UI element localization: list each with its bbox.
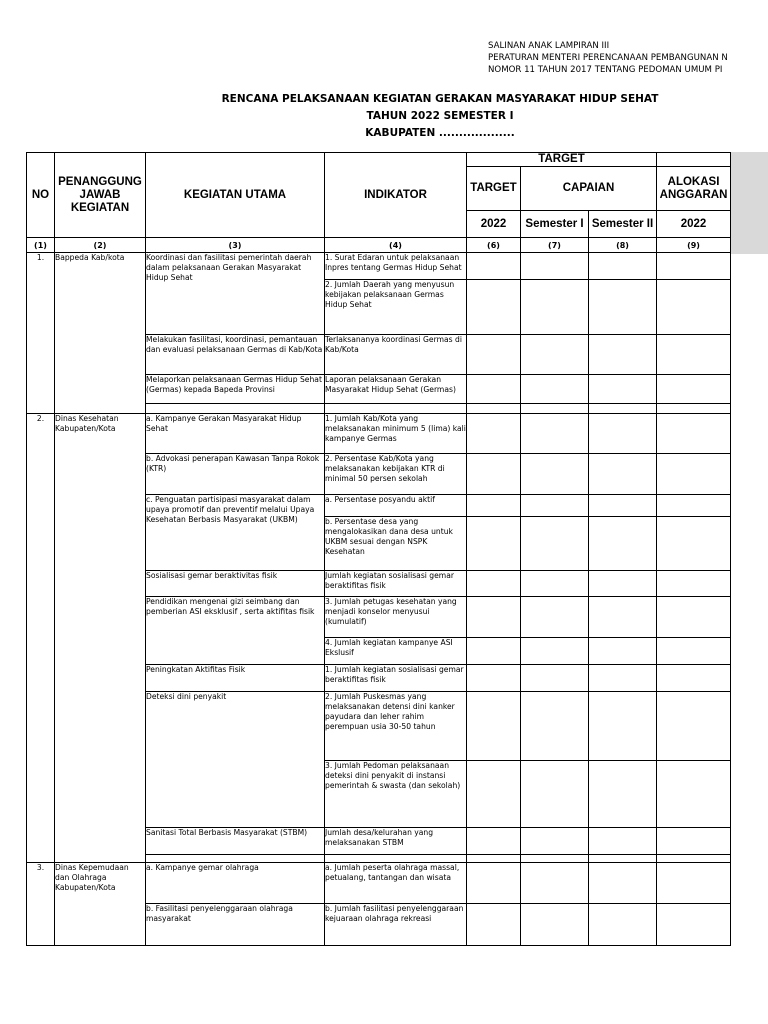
row-kegiatan: b. Fasilitasi penyelenggaraan olahraga masyarakat: [146, 904, 325, 946]
row-no: 2.: [27, 414, 55, 863]
cell-target: [467, 375, 521, 404]
cell-semester-2: [589, 761, 657, 828]
col-number: (2): [55, 238, 146, 253]
cell-alokasi: [657, 863, 731, 904]
col-number: (7): [521, 238, 589, 253]
col-number: (3): [146, 238, 325, 253]
cell-semester-1: [521, 375, 589, 404]
cell-alokasi: [657, 280, 731, 335]
row-indikator: a. Jumlah peserta olahraga massal, petualang, tantangan dan wisata: [325, 863, 467, 904]
cell-target: [467, 665, 521, 692]
row-indikator: 4. Jumlah kegiatan kampanye ASI Ekslusif: [325, 638, 467, 665]
row-indikator: 1. Jumlah Kab/Kota yang melaksanakan minimum 5 (lima) kali kampanye Germas: [325, 414, 467, 454]
header-penanggung-jawab: PENANGGUNG JAWAB KEGIATAN: [55, 153, 146, 238]
cell-target: [467, 828, 521, 855]
row-kegiatan: Peningkatan Aktifitas Fisik: [146, 665, 325, 692]
cell-semester-2: [589, 904, 657, 946]
row-kegiatan: Sanitasi Total Berbasis Masyarakat (STBM): [146, 828, 325, 855]
cell-semester-2: [589, 375, 657, 404]
cell-semester-2: [589, 517, 657, 571]
cell-target: [467, 571, 521, 597]
header-year-alokasi: 2022: [657, 211, 731, 238]
cell-alokasi: [657, 253, 731, 280]
cell-semester-2: [589, 495, 657, 517]
row-no: 3.: [27, 863, 55, 946]
cell-alokasi: [657, 828, 731, 855]
document-subtitle: TAHUN 2022 SEMESTER I: [366, 110, 514, 122]
cell-target: [467, 335, 521, 375]
cell-target: [467, 253, 521, 280]
row-indikator: a. Persentase posyandu aktif: [325, 495, 467, 517]
row-indikator: 1. Surat Edaran untuk pelaksanaan Inpres tentang Germas Hidup Sehat: [325, 253, 467, 280]
table-row: [27, 863, 731, 904]
col-number: (1): [27, 238, 55, 253]
row-kegiatan: c. Penguatan partisipasi masyarakat dalam upaya promotif dan preventif melalui Upaya Kesehatan Berbasis Masyarakat (UKBM): [146, 495, 325, 571]
cell-semester-2: [589, 692, 657, 761]
row-penanggung-jawab: Dinas Kesehatan Kabupaten/Kota: [55, 414, 146, 863]
cell-alokasi: [657, 692, 731, 761]
header-alokasi-anggaran: ALOKASI ANGGARAN: [657, 167, 731, 211]
spacer-cell: [146, 404, 325, 414]
rencana-table: [26, 152, 731, 946]
row-indikator: Laporan pelaksanaan Gerakan Masyarakat Hidup Sehat (Germas): [325, 375, 467, 404]
cell-semester-2: [589, 280, 657, 335]
right-margin-shade: [730, 152, 768, 254]
row-penanggung-jawab: Dinas Kepemudaan dan Olahraga Kabupaten/Kota: [55, 863, 146, 946]
cell-target: [467, 863, 521, 904]
document-kabupaten: KABUPATEN ...................: [365, 127, 515, 139]
header-capaian: CAPAIAN: [521, 167, 657, 211]
header-line: NOMOR 11 TAHUN 2017 TENTANG PEDOMAN UMUM PI: [488, 65, 723, 75]
spacer-cell: [146, 855, 325, 863]
cell-target: [467, 638, 521, 665]
header-kegiatan-utama: KEGIATAN UTAMA: [146, 153, 325, 238]
cell-semester-2: [589, 454, 657, 495]
row-kegiatan: Melakukan fasilitasi, koordinasi, pemantauan dan evaluasi pelaksanaan Germas di Kab/Kota: [146, 335, 325, 375]
spacer-cell: [325, 855, 467, 863]
row-indikator: Jumlah desa/kelurahan yang melaksanakan STBM: [325, 828, 467, 855]
cell-alokasi: [657, 375, 731, 404]
row-indikator: Terlaksananya koordinasi Germas di Kab/Kota: [325, 335, 467, 375]
row-indikator: 1. Jumlah kegiatan sosialisasi gemar beraktifitas fisik: [325, 665, 467, 692]
col-number: (8): [589, 238, 657, 253]
header-line: SALINAN ANAK LAMPIRAN III: [488, 41, 610, 51]
cell-target: [467, 761, 521, 828]
cell-target: [467, 495, 521, 517]
table-row: [27, 414, 731, 454]
cell-semester-2: [589, 404, 657, 414]
table-row: [27, 253, 731, 280]
row-indikator: b. Jumlah fasilitasi penyelenggaraan kejuaraan olahraga rekreasi: [325, 904, 467, 946]
spacer-cell: [325, 404, 467, 414]
row-kegiatan: Pendidikan mengenai gizi seimbang dan pemberian ASI eksklusif , serta aktifitas fisik: [146, 597, 325, 665]
header-indikator: INDIKATOR: [325, 153, 467, 238]
header-target: TARGET: [467, 167, 521, 211]
header-target-group: TARGET: [467, 153, 657, 167]
row-kegiatan: Deteksi dini penyakit: [146, 692, 325, 828]
row-indikator: 3. Jumlah Pedoman pelaksanaan deteksi dini penyakit di instansi pemerintah & swasta (dan sekolah): [325, 761, 467, 828]
col-number: (6): [467, 238, 521, 253]
cell-alokasi: [657, 761, 731, 828]
cell-semester-1: [521, 904, 589, 946]
cell-target: [467, 517, 521, 571]
cell-alokasi: [657, 597, 731, 638]
col-number: (9): [657, 238, 731, 253]
cell-alokasi: [657, 571, 731, 597]
col-number: (4): [325, 238, 467, 253]
cell-semester-1: [521, 665, 589, 692]
row-indikator: 2. Jumlah Daerah yang menyusun kebijakan pelaksanaan Germas Hidup Sehat: [325, 280, 467, 335]
cell-semester-2: [589, 571, 657, 597]
document-header: [488, 40, 768, 76]
cell-semester-1: [521, 454, 589, 495]
cell-semester-2: [589, 597, 657, 638]
cell-semester-1: [521, 855, 589, 863]
cell-semester-1: [521, 335, 589, 375]
row-kegiatan: b. Advokasi penerapan Kawasan Tanpa Rokok (KTR): [146, 454, 325, 495]
cell-semester-1: [521, 828, 589, 855]
cell-semester-2: [589, 253, 657, 280]
cell-target: [467, 280, 521, 335]
cell-alokasi: [657, 855, 731, 863]
cell-semester-1: [521, 404, 589, 414]
cell-alokasi: [657, 454, 731, 495]
row-kegiatan: Sosialisasi gemar beraktivitas fisik: [146, 571, 325, 597]
header-year-target: 2022: [467, 211, 521, 238]
cell-semester-2: [589, 335, 657, 375]
cell-semester-1: [521, 597, 589, 638]
row-indikator: 2. Jumlah Puskesmas yang melaksanakan detensi dini kanker payudara dan leher rahim perempuan usia 30-50 tahun: [325, 692, 467, 761]
cell-semester-1: [521, 571, 589, 597]
cell-semester-2: [589, 665, 657, 692]
cell-semester-2: [589, 414, 657, 454]
row-indikator: 3. Jumlah petugas kesehatan yang menjadi konselor menyusui (kumulatif): [325, 597, 467, 638]
cell-alokasi: [657, 495, 731, 517]
cell-semester-2: [589, 863, 657, 904]
cell-semester-1: [521, 863, 589, 904]
row-kegiatan: Melaporkan pelaksanaan Germas Hidup Sehat (Germas) kepada Bapeda Provinsi: [146, 375, 325, 404]
cell-semester-1: [521, 692, 589, 761]
cell-alokasi: [657, 517, 731, 571]
row-indikator: 2. Persentase Kab/Kota yang melaksanakan kebijakan KTR di minimal 50 persen sekolah: [325, 454, 467, 495]
row-kegiatan: Koordinasi dan fasilitasi pemerintah daerah dalam pelaksanaan Gerakan Masyarakat Hidup Sehat: [146, 253, 325, 335]
row-penanggung-jawab: Bappeda Kab/kota: [55, 253, 146, 414]
row-kegiatan: a. Kampanye gemar olahraga: [146, 863, 325, 904]
row-indikator: b. Persentase desa yang mengalokasikan dana desa untuk UKBM sesuai dengan NSPK Kesehatan: [325, 517, 467, 571]
cell-semester-1: [521, 280, 589, 335]
header-alokasi-top: [657, 153, 731, 167]
cell-target: [467, 692, 521, 761]
cell-target: [467, 597, 521, 638]
cell-target: [467, 904, 521, 946]
cell-semester-1: [521, 517, 589, 571]
cell-target: [467, 404, 521, 414]
row-no: 1.: [27, 253, 55, 414]
header-line: PERATURAN MENTERI PERENCANAAN PEMBANGUNAN N: [488, 53, 728, 63]
cell-alokasi: [657, 904, 731, 946]
cell-semester-1: [521, 414, 589, 454]
cell-semester-1: [521, 495, 589, 517]
cell-semester-2: [589, 828, 657, 855]
row-kegiatan: a. Kampanye Gerakan Masyarakat Hidup Sehat: [146, 414, 325, 454]
cell-semester-2: [589, 855, 657, 863]
cell-alokasi: [657, 335, 731, 375]
cell-semester-1: [521, 638, 589, 665]
cell-alokasi: [657, 414, 731, 454]
header-semester-2: Semester II: [589, 211, 657, 238]
cell-alokasi: [657, 638, 731, 665]
cell-alokasi: [657, 404, 731, 414]
header-semester-1: Semester I: [521, 211, 589, 238]
cell-target: [467, 414, 521, 454]
document-title: RENCANA PELAKSANAAN KEGIATAN GERAKAN MASYARAKAT HIDUP SEHAT: [221, 93, 659, 105]
cell-semester-1: [521, 253, 589, 280]
header-no: NO: [27, 153, 55, 238]
cell-target: [467, 454, 521, 495]
row-indikator: Jumlah kegiatan sosialisasi gemar beraktifitas fisik: [325, 571, 467, 597]
cell-semester-1: [521, 761, 589, 828]
cell-target: [467, 855, 521, 863]
cell-semester-2: [589, 638, 657, 665]
cell-alokasi: [657, 665, 731, 692]
